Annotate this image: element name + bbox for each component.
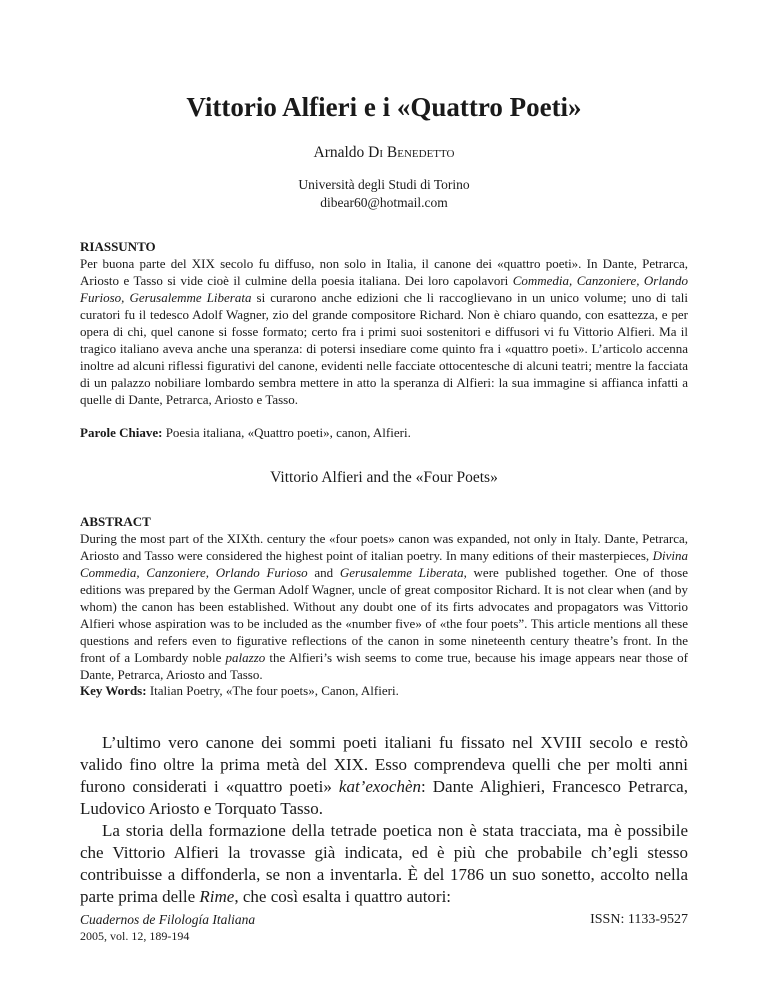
abstract-text-italic: palazzo bbox=[225, 650, 266, 665]
abstract-text-italic: Divina Commedia, Canzoniere, Orlando Furioso bbox=[80, 548, 688, 580]
riassunto-text-italic: Commedia, Canzoniere, Orlando Furioso, Gerusalemme Liberata bbox=[80, 273, 688, 305]
author-first-name: Arnaldo bbox=[313, 144, 365, 161]
riassunto-section bbox=[80, 238, 688, 408]
body-text-italic: Rime bbox=[199, 887, 235, 906]
abstract-text-part: and bbox=[307, 565, 340, 580]
body-paragraph-1 bbox=[80, 732, 688, 820]
body-text-part: : Dante Alighieri, Francesco Petrarca, Ludovico Ariosto e Torquato Tasso. bbox=[80, 777, 688, 818]
article-body bbox=[80, 732, 688, 908]
keywords-english-label: Key Words: bbox=[80, 683, 147, 698]
journal-name: Cuadernos de Filología Italiana bbox=[80, 912, 256, 927]
keywords-italian-label: Parole Chiave: bbox=[80, 425, 163, 440]
author-name bbox=[80, 144, 688, 162]
english-title: Vittorio Alfieri and the «Four Poets» bbox=[270, 469, 498, 486]
abstract-text-part: During the most part of the XIXth. century the «four poets» canon was expanded, not only in Italy. Dante, Petrarca, Ariosto and Tasso were considered the highest point of italian poetry. In many editions of their masterpieces, bbox=[80, 531, 688, 563]
abstract-text bbox=[80, 530, 688, 683]
author-last-name: Di Benedetto bbox=[368, 144, 455, 161]
abstract-heading: ABSTRACT bbox=[80, 514, 151, 529]
keywords-italian-text: Poesia italiana, «Quattro poeti», canon, Alfieri. bbox=[162, 425, 411, 440]
abstract-text-italic: Gerusalemme Liberata bbox=[339, 565, 464, 580]
article-title: Vittorio Alfieri e i «Quattro Poeti» bbox=[186, 92, 582, 122]
affiliation-university: Università degli Studi di Torino bbox=[298, 177, 470, 192]
author-affiliation bbox=[80, 176, 688, 211]
riassunto-text bbox=[80, 255, 688, 408]
journal-volume: 2005, vol. 12, 189-194 bbox=[80, 929, 190, 943]
keywords-english bbox=[80, 682, 688, 699]
journal-issn: ISSN: 1133-9527 bbox=[590, 912, 688, 927]
keywords-italian bbox=[80, 424, 688, 441]
body-text-part: , che così esalta i quattro autori: bbox=[234, 887, 452, 906]
body-text-part: La storia della formazione della tetrade poetica non è stata tracciata, ma è possibile che Vittorio Alfieri la trovasse già indicata, ed è più che probabile ch’egli stesso contribuisse a diffonderla, se non a inventarla. È del 1786 un suo sonetto, accolto nella parte prima delle bbox=[80, 821, 688, 906]
body-text-part: L’ultimo vero canone dei sommi poeti italiani fu fissato nel XVIII secolo e restò valido fino oltre la prima metà del XIX. Esso comprendeva quelli che per molti anni furono considerati i «quattro poeti» bbox=[80, 733, 688, 796]
abstract-text-part: the Alfieri’s wish seems to come true, because his image appears near those of Dante, Petrarca, Ariosto and Tasso. bbox=[80, 650, 689, 682]
abstract-text-part: , were published together. One of those editions was prepared by the German Adolf Wagner, uncle of great compositor Richard. It is not clear when (and by whom) the canon has been established. Without any doubt one of its firts advocates and propagators was Vittorio Alfieri whose aspiration was to be included as the «number five» of «the four poets”. This article mentions all these questions and refers even to figurative reflections of the canon in some nineteenth century theatre’s front. In the front of a Lombardy noble bbox=[80, 565, 688, 665]
riassunto-text-part: Per buona parte del XIX secolo fu diffuso, non solo in Italia, il canone dei «quattro poeti». In Dante, Petrarca, Ariosto e Tasso si vide cioè il culmine della poesia italiana. Dei loro capolavori bbox=[80, 256, 688, 288]
footer-citation bbox=[80, 912, 255, 944]
body-paragraph-2 bbox=[80, 820, 688, 908]
abstract-section bbox=[80, 513, 688, 683]
riassunto-heading: RIASSUNTO bbox=[80, 239, 156, 254]
riassunto-text-part: si curarono anche edizioni che li raccoglievano in un unico volume; uno di tali curatori fu il tedesco Adolf Wagner, zio del grande compositore Richard. Non è chiaro quando, con esattezza, e per opera di chi, quel canone si fosse formato; certo fra i primi suoi sostenitori e diffusori vi fu Vittorio Alfieri. Ma il tragico italiano aveva anche una speranza: di potersi insediare come quinto fra i «quattro poeti». L’articolo accenna inoltre ad alcuni riflessi figurativi del canone, evidenti nelle facciate ottocentesche di alcuni teatri; mentre la facciata di un palazzo nobiliare lombardo sembra mettere in atto la speranza di Alfieri: la sua immagine si affianca infatti a quelle di Dante, Petrarca, Ariosto e Tasso. bbox=[80, 290, 688, 407]
author-email: dibear60@hotmail.com bbox=[320, 194, 448, 210]
body-text-italic: kat’exochèn bbox=[338, 777, 422, 796]
keywords-english-text: Italian Poetry, «The four poets», Canon, Alfieri. bbox=[146, 683, 399, 698]
